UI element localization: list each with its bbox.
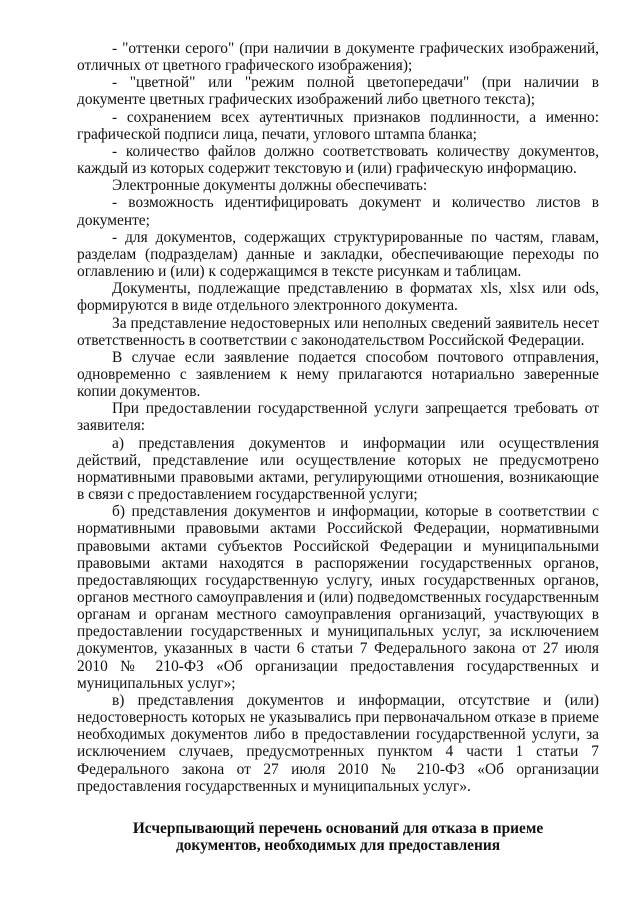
paragraph-prohibition-v: в) представления документов и информации, отсутствие и (или) недостоверность которых не указывались при первоначальном отказе в приеме необходимых документов либо в предоставлении государственной услуги, за исключением случаев, предусмотренных пунктом 4 части 1 статьи 7 Федерального закона от 27 июля 2010 № 210-ФЗ «Об организации предоставления государственных и муниципальных услуг». [77, 691, 599, 795]
paragraph-prohibition-b: б) представления документов и информации, которые в соответствии с нормативными правовыми актами Российской Федерации, нормативными правовыми актами субъектов Российской Федерации и муниципальными правовыми актами находятся в распоряжении государственных органов, предоставляющих государственную услугу, иных государственных органов, органов местного самоуправления и (или) подведомственных государственным органам и органам местного самоуправления организаций, участвующих в предоставлении государственных и муниципальных услуг, за исключением документов, указанных в части 6 статьи 7 Федерального закона от 27 июля 2010 № 210-ФЗ «Об организации предоставления государственных и муниципальных услуг»; [77, 503, 599, 692]
paragraph-authenticity: - сохранением всех аутентичных признаков подлинности, а именно: графической подписи лица, печати, углового штампа бланка; [77, 108, 599, 143]
section-heading [77, 820, 599, 855]
paragraph-identify-document: - возможность идентифицировать документ и количество листов в документе; [77, 194, 599, 229]
paragraph-spreadsheet-formats: Документы, подлежащие представлению в форматах xls, xlsx или ods, формируются в виде отдельного электронного документа. [77, 280, 599, 315]
paragraph-prohibitions-intro: При предоставлении государственной услуги запрещается требовать от заявителя: [77, 400, 599, 435]
paragraph-electronic-docs-intro: Электронные документы должны обеспечивать: [112, 177, 428, 195]
paragraph-structured-docs: - для документов, содержащих структурированные по частям, главам, разделам (подразделам) данные и закладки, обеспечивающие переходы по оглавлению и (или) к содержащимся в тексте рисункам и таблицам. [77, 228, 599, 281]
paragraph-postal-submission: В случае если заявление подается способом почтового отправления, одновременно с заявлением к нему прилагаются нотариально заверенные копии документов. [77, 348, 599, 401]
document-page [77, 40, 599, 855]
paragraph-grayscale-mode: - "оттенки серого" (при наличии в документе графических изображений, отличных от цветного графического изображения); [77, 40, 599, 75]
section-heading-line-2: документов, необходимых для предоставления [175, 837, 501, 855]
paragraph-file-count: - количество файлов должно соответствовать количеству документов, каждый из которых содержит текстовую и (или) графическую информацию. [77, 142, 599, 178]
section-heading-line-1: Исчерпывающий перечень оснований для отказа в приеме [132, 819, 544, 837]
paragraph-color-mode: - "цветной" или "режим полной цветопередачи" (при наличии в документе цветных графических изображений либо цветного текста); [77, 74, 599, 109]
paragraph-prohibition-a: а) представления документов и информации или осуществления действий, представление или осуществление которых не предусмотрено нормативными правовыми актами, регулирующими отношения, возникающие в связи с предоставлением государственной услуги; [77, 434, 599, 504]
paragraph-responsibility: За представление недостоверных или неполных сведений заявитель несет ответственность в соответствии с законодательством Российской Федерации. [77, 314, 599, 349]
